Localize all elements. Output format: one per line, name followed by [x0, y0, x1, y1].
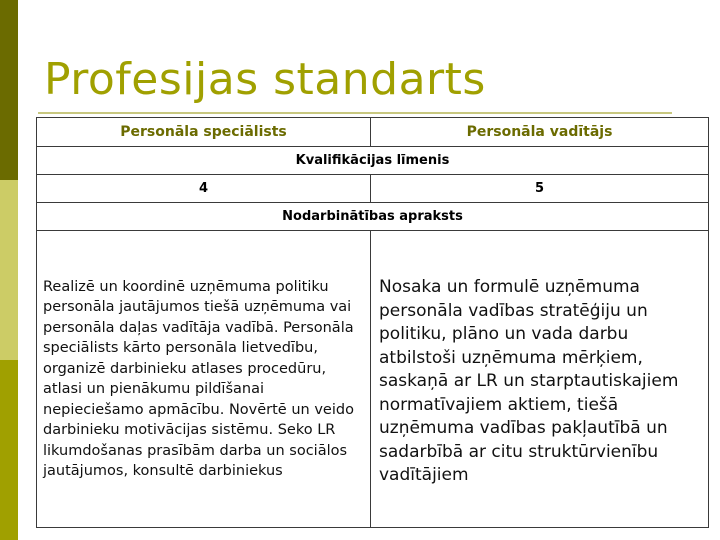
- header-row: [37, 118, 709, 147]
- header-specialist: Personāla speciālists: [37, 118, 371, 147]
- description-specialist: Realizē un koordinē uzņēmuma politiku personāla jautājumos tiešā uzņēmuma vai personāla daļas vadītāja vadībā. Personāla speciālists kārto personāla lietvedību, organizē darbinieku atlases procedūru, atlasi un pienākumu pildīšanai nepieciešamo apmācību. Novērtē un veido darbinieku motivācijas sistēmu. Seko LR likumdošanas prasībām darba un sociālos jautājumos, konsultē darbiniekus: [37, 231, 371, 528]
- description-manager: Nosaka un formulē uzņēmuma personāla vadības stratēģiju un politiku, plāno un vada darbu atbilstoši uzņēmuma mērķiem, saskaņā ar LR un starptautiskajiem normatīvajiem aktiem, tiešā uzņēmuma vadības pakļautībā un sadarbībā ar citu struktūrvienību vadītājiem: [371, 231, 709, 528]
- standards-table: [36, 117, 709, 528]
- section-qualification-label: Kvalifikācijas līmenis: [37, 147, 709, 175]
- title-divider: [38, 112, 672, 114]
- section-row-qualification: [37, 147, 709, 175]
- level-specialist: 4: [37, 175, 371, 203]
- description-row: [37, 231, 709, 528]
- level-manager: 5: [371, 175, 709, 203]
- side-bar-bottom: [0, 360, 18, 540]
- header-manager: Personāla vadītājs: [371, 118, 709, 147]
- side-bar-middle: [0, 180, 18, 360]
- section-description-label: Nodarbinātības apraksts: [37, 203, 709, 231]
- section-row-description: [37, 203, 709, 231]
- side-bar-top: [0, 0, 18, 180]
- levels-row: [37, 175, 709, 203]
- slide-title: Profesijas standarts: [44, 54, 486, 105]
